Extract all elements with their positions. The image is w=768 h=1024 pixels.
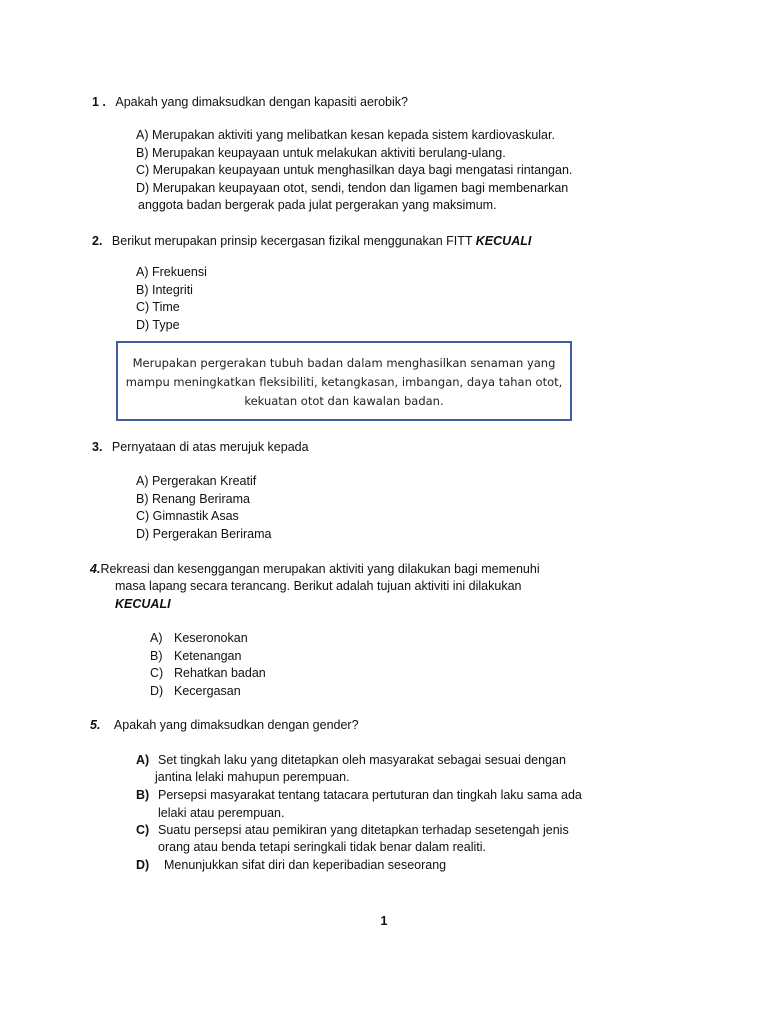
option-letter: D) [136, 858, 150, 872]
question-5 [90, 717, 359, 733]
option-text: Ketenangan [174, 649, 242, 663]
q1-option-c: C) Merupakan keupayaan untuk menghasilkan daya bagi mengatasi rintangan. [136, 163, 573, 177]
q1-option-d: D) Merupakan keupayaan otot, sendi, tendon dan ligamen bagi membenarkan [136, 181, 569, 195]
q2-option-d: D) Type [136, 318, 180, 332]
q4-option-a [150, 630, 248, 646]
question-number: 3. [92, 440, 103, 454]
option-letter: C) [136, 823, 150, 837]
q5-option-c [136, 822, 569, 838]
page-number: 1 [380, 914, 388, 928]
q1-option-a: A) Merupakan aktiviti yang melibatkan kesan kepada sistem kardiovaskular. [136, 128, 555, 142]
q5-option-c-cont: orang atau benda tetapi seringkali tidak benar dalam realiti. [158, 840, 486, 854]
question-4 [90, 561, 540, 577]
question-number: 5. [90, 718, 101, 732]
option-text: Menunjukkan sifat diri dan keperibadian seseorang [164, 858, 447, 872]
option-letter: D) [150, 684, 164, 698]
question-4-cont: masa lapang secara terancang. Berikut adalah tujuan aktiviti ini dilakukan [115, 579, 522, 593]
question-text: Rekreasi dan kesenggangan merupakan aktiviti yang dilakukan bagi memenuhi [100, 562, 540, 576]
q2-option-b: B) Integriti [136, 283, 193, 297]
question-number: 1 . [92, 95, 106, 109]
q5-option-a [136, 752, 566, 768]
statement-line: mampu meningkatkan fleksibiliti, ketangkasan, imbangan, daya tahan otot, [125, 375, 563, 389]
q4-option-b [150, 648, 241, 664]
question-1 [92, 94, 408, 110]
question-2 [92, 233, 531, 249]
q5-option-b [136, 787, 582, 803]
option-letter: C) [150, 666, 164, 680]
question-number: 4. [90, 562, 101, 576]
option-text: Rehatkan badan [174, 666, 266, 680]
option-text: Keseronokan [174, 631, 248, 645]
question-text: Berikut merupakan prinsip kecergasan fizikal menggunakan FITT [111, 234, 473, 248]
question-number: 2. [92, 234, 103, 248]
option-text: Set tingkah laku yang ditetapkan oleh masyarakat sebagai sesuai dengan [158, 753, 566, 767]
question-text: Pernyataan di atas merujuk kepada [111, 440, 309, 454]
statement-line: Merupakan pergerakan tubuh badan dalam menghasilkan senaman yang [132, 356, 556, 370]
q5-option-d [136, 857, 446, 873]
option-letter: B) [150, 649, 163, 663]
question-3 [92, 439, 309, 455]
option-letter: A) [136, 753, 150, 767]
option-text: Kecergasan [174, 684, 241, 698]
q2-option-a: A) Frekuensi [136, 265, 207, 279]
question-keyword: KECUALI [115, 597, 171, 611]
option-text: Persepsi masyarakat tentang tatacara pertuturan dan tingkah laku sama ada [158, 788, 582, 802]
statement-box [116, 341, 572, 421]
option-letter: A) [150, 631, 163, 645]
q1-option-b: B) Merupakan keupayaan untuk melakukan aktiviti berulang-ulang. [136, 146, 506, 160]
q4-option-c [150, 665, 266, 681]
q5-option-b-cont: lelaki atau perempuan. [158, 806, 285, 820]
statement-line: kekuatan otot dan kawalan badan. [244, 394, 444, 408]
q2-option-c: C) Time [136, 300, 180, 314]
q3-option-d: D) Pergerakan Berirama [136, 527, 272, 541]
option-letter: B) [136, 788, 150, 802]
question-text: Apakah yang dimaksudkan dengan gender? [113, 718, 359, 732]
question-keyword: KECUALI [475, 234, 532, 248]
q4-option-d [150, 683, 241, 699]
question-text: Apakah yang dimaksudkan dengan kapasiti aerobik? [115, 95, 408, 109]
option-text: Suatu persepsi atau pemikiran yang ditetapkan terhadap sesetengah jenis [158, 823, 569, 837]
q5-option-a-cont: jantina lelaki mahupun perempuan. [155, 770, 350, 784]
q3-option-b: B) Renang Berirama [136, 492, 250, 506]
q1-option-d-cont: anggota badan bergerak pada julat pergerakan yang maksimum. [138, 198, 497, 212]
q3-option-a: A) Pergerakan Kreatif [136, 474, 257, 488]
q3-option-c: C) Gimnastik Asas [136, 509, 239, 523]
